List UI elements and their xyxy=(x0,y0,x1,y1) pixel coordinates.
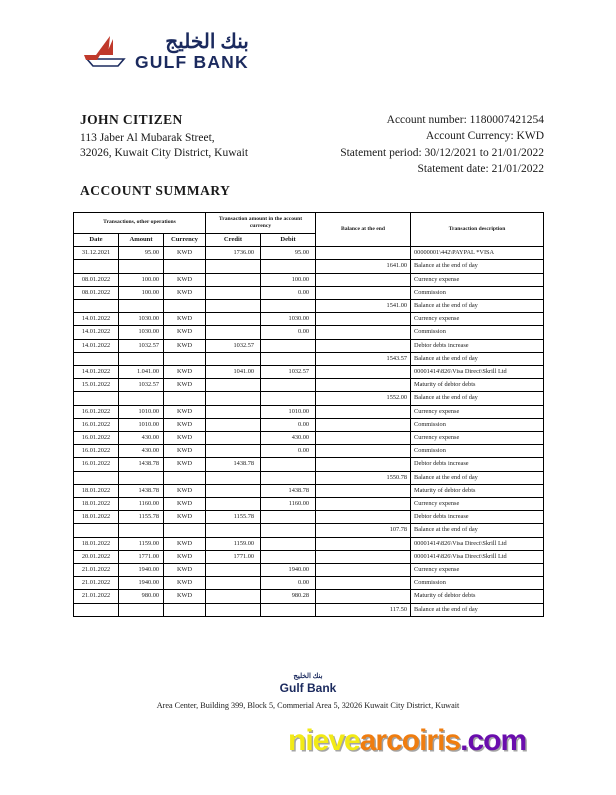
cell-description: Balance at the end of day xyxy=(411,471,544,484)
cell-date: 15.01.2022 xyxy=(74,379,119,392)
cell-balance xyxy=(316,313,411,326)
header-transactions: Transactions, other operations xyxy=(74,213,206,234)
cell-description: Currency expense xyxy=(411,273,544,286)
logo-arabic-text: بنك الخليج xyxy=(165,31,249,53)
table-row xyxy=(74,352,544,365)
cell-description: 00001414\826\Visa Direct\Skrill Ltd xyxy=(411,366,544,379)
cell-currency: KWD xyxy=(164,445,206,458)
cell-credit xyxy=(206,484,261,497)
cell-balance xyxy=(316,550,411,563)
header-balance-at-end: Balance at the end xyxy=(316,213,411,247)
cell-currency: KWD xyxy=(164,286,206,299)
cell-balance: 117.50 xyxy=(316,603,411,616)
cell-currency: KWD xyxy=(164,484,206,497)
cell-description: Balance at the end of day xyxy=(411,603,544,616)
cell-amount: 1010.00 xyxy=(119,418,164,431)
cell-description: Maturity of debtor debts xyxy=(411,379,544,392)
cell-description: Currency expense xyxy=(411,313,544,326)
cell-debit xyxy=(261,300,316,313)
cell-currency: KWD xyxy=(164,511,206,524)
cell-date: 31.12.2021 xyxy=(74,247,119,260)
cell-balance xyxy=(316,339,411,352)
cell-balance: 1541.00 xyxy=(316,300,411,313)
cell-credit xyxy=(206,564,261,577)
cell-balance: 1550.78 xyxy=(316,471,411,484)
cell-date: 14.01.2022 xyxy=(74,313,119,326)
cell-amount: 1159.00 xyxy=(119,537,164,550)
cell-balance xyxy=(316,379,411,392)
cell-currency: KWD xyxy=(164,537,206,550)
cell-credit xyxy=(206,273,261,286)
table-row xyxy=(74,432,544,445)
cell-balance xyxy=(316,432,411,445)
cell-amount: 1030.00 xyxy=(119,326,164,339)
cell-currency: KWD xyxy=(164,379,206,392)
cell-date: 21.01.2022 xyxy=(74,564,119,577)
cell-debit xyxy=(261,537,316,550)
cell-debit: 0.00 xyxy=(261,286,316,299)
header-currency: Currency xyxy=(164,233,206,246)
cell-debit xyxy=(261,471,316,484)
watermark xyxy=(288,724,526,758)
cell-date: 18.01.2022 xyxy=(74,537,119,550)
cell-date: 14.01.2022 xyxy=(74,339,119,352)
watermark-part3: .com xyxy=(460,724,527,757)
cell-credit xyxy=(206,326,261,339)
cell-description: Balance at the end of day xyxy=(411,392,544,405)
cell-credit: 1032.57 xyxy=(206,339,261,352)
table-row xyxy=(74,498,544,511)
footer-address: Area Center, Building 399, Block 5, Commerial Area 5, 32026 Kuwait City District, Kuwait xyxy=(156,701,460,710)
cell-balance xyxy=(316,564,411,577)
cell-amount: 95.00 xyxy=(119,247,164,260)
cell-credit xyxy=(206,577,261,590)
table-header xyxy=(74,213,544,247)
account-number: Account number: 1180007421254 xyxy=(386,114,544,126)
cell-amount xyxy=(119,392,164,405)
table-row xyxy=(74,550,544,563)
cell-currency: KWD xyxy=(164,339,206,352)
table-row xyxy=(74,511,544,524)
cell-balance xyxy=(316,273,411,286)
cell-date: 16.01.2022 xyxy=(74,445,119,458)
cell-currency: KWD xyxy=(164,432,206,445)
cell-debit: 1010.00 xyxy=(261,405,316,418)
cell-credit xyxy=(206,286,261,299)
table-row xyxy=(74,445,544,458)
account-holder-address-line1: 113 Jaber Al Mubarak Street, xyxy=(80,132,215,144)
cell-amount: 100.00 xyxy=(119,286,164,299)
cell-amount: 1032.57 xyxy=(119,379,164,392)
cell-description: Maturity of debtor debts xyxy=(411,484,544,497)
table-row xyxy=(74,273,544,286)
cell-amount: 980.00 xyxy=(119,590,164,603)
cell-credit xyxy=(206,405,261,418)
cell-amount: 1010.00 xyxy=(119,405,164,418)
cell-amount: 1438.78 xyxy=(119,458,164,471)
table-row xyxy=(74,458,544,471)
page-footer xyxy=(0,672,616,710)
cell-currency xyxy=(164,300,206,313)
cell-debit: 0.00 xyxy=(261,445,316,458)
cell-credit: 1438.78 xyxy=(206,458,261,471)
cell-credit xyxy=(206,603,261,616)
cell-debit xyxy=(261,352,316,365)
cell-date: 18.01.2022 xyxy=(74,511,119,524)
table-row xyxy=(74,590,544,603)
cell-debit xyxy=(261,458,316,471)
cell-balance xyxy=(316,511,411,524)
cell-debit: 100.00 xyxy=(261,273,316,286)
cell-currency: KWD xyxy=(164,247,206,260)
cell-currency: KWD xyxy=(164,418,206,431)
cell-date xyxy=(74,471,119,484)
cell-amount: 1438.78 xyxy=(119,484,164,497)
cell-debit: 1438.78 xyxy=(261,484,316,497)
cell-amount: 1.041.00 xyxy=(119,366,164,379)
cell-balance xyxy=(316,484,411,497)
cell-balance xyxy=(316,326,411,339)
table-row xyxy=(74,300,544,313)
cell-balance xyxy=(316,590,411,603)
cell-currency: KWD xyxy=(164,326,206,339)
cell-description: Commission xyxy=(411,286,544,299)
cell-description: Currency expense xyxy=(411,432,544,445)
cell-amount: 1771.00 xyxy=(119,550,164,563)
cell-debit: 95.00 xyxy=(261,247,316,260)
watermark-part2: arcoiris xyxy=(359,724,461,757)
cell-credit xyxy=(206,590,261,603)
cell-amount: 430.00 xyxy=(119,432,164,445)
cell-date: 16.01.2022 xyxy=(74,405,119,418)
cell-debit xyxy=(261,511,316,524)
cell-date: 08.01.2022 xyxy=(74,286,119,299)
sail-boat-icon xyxy=(80,33,128,71)
cell-description: Currency expense xyxy=(411,564,544,577)
cell-balance xyxy=(316,418,411,431)
page-title: ACCOUNT SUMMARY xyxy=(80,183,231,198)
cell-balance xyxy=(316,458,411,471)
cell-debit xyxy=(261,339,316,352)
table-row xyxy=(74,366,544,379)
cell-currency: KWD xyxy=(164,590,206,603)
table-row xyxy=(74,247,544,260)
cell-credit: 1159.00 xyxy=(206,537,261,550)
cell-description: Maturity of debtor debts xyxy=(411,590,544,603)
cell-currency: KWD xyxy=(164,366,206,379)
cell-description: Debtor debts increase xyxy=(411,458,544,471)
cell-debit: 1030.00 xyxy=(261,313,316,326)
cell-debit xyxy=(261,603,316,616)
cell-debit xyxy=(261,379,316,392)
header-amount: Amount xyxy=(119,233,164,246)
table-row xyxy=(74,260,544,273)
statement-table xyxy=(73,212,544,617)
cell-debit xyxy=(261,524,316,537)
cell-date: 14.01.2022 xyxy=(74,326,119,339)
account-currency: Account Currency: KWD xyxy=(425,130,544,143)
cell-currency xyxy=(164,352,206,365)
cell-credit xyxy=(206,379,261,392)
cell-debit xyxy=(261,260,316,273)
table-row xyxy=(74,379,544,392)
table-row xyxy=(74,313,544,326)
cell-currency: KWD xyxy=(164,550,206,563)
cell-credit xyxy=(206,392,261,405)
cell-description: Balance at the end of day xyxy=(411,260,544,273)
cell-date: 14.01.2022 xyxy=(74,366,119,379)
cell-debit: 1160.00 xyxy=(261,498,316,511)
table-row xyxy=(74,471,544,484)
cell-date xyxy=(74,300,119,313)
cell-date xyxy=(74,524,119,537)
cell-amount: 1030.00 xyxy=(119,313,164,326)
cell-date xyxy=(74,352,119,365)
cell-credit: 1736.00 xyxy=(206,247,261,260)
cell-amount xyxy=(119,300,164,313)
cell-balance xyxy=(316,445,411,458)
account-holder-block xyxy=(80,112,380,161)
table-row xyxy=(74,405,544,418)
cell-amount: 430.00 xyxy=(119,445,164,458)
cell-currency: KWD xyxy=(164,405,206,418)
cell-currency xyxy=(164,392,206,405)
cell-credit xyxy=(206,445,261,458)
cell-debit: 980.28 xyxy=(261,590,316,603)
cell-description: Currency expense xyxy=(411,498,544,511)
cell-credit xyxy=(206,313,261,326)
cell-amount: 1155.78 xyxy=(119,511,164,524)
cell-debit: 0.00 xyxy=(261,577,316,590)
cell-date: 16.01.2022 xyxy=(74,432,119,445)
table-row xyxy=(74,484,544,497)
cell-amount: 1032.57 xyxy=(119,339,164,352)
table-row xyxy=(74,286,544,299)
cell-date: 18.01.2022 xyxy=(74,484,119,497)
cell-date xyxy=(74,603,119,616)
cell-description: Currency expense xyxy=(411,405,544,418)
footer-bank-name: Gulf Bank xyxy=(279,681,337,695)
cell-balance xyxy=(316,286,411,299)
table-row xyxy=(74,537,544,550)
cell-date: 16.01.2022 xyxy=(74,418,119,431)
cell-currency: KWD xyxy=(164,564,206,577)
footer-arabic-name: بنك الخليج xyxy=(293,672,323,680)
cell-debit: 0.00 xyxy=(261,326,316,339)
cell-description: 00000001\442\PAYPAL *VISA xyxy=(411,247,544,260)
watermark-part1: nieve xyxy=(288,724,360,757)
cell-date: 16.01.2022 xyxy=(74,458,119,471)
cell-description: Balance at the end of day xyxy=(411,352,544,365)
table-row xyxy=(74,339,544,352)
statement-period: Statement period: 30/12/2021 to 21/01/2022 xyxy=(340,146,544,159)
cell-currency: KWD xyxy=(164,577,206,590)
statement-date: Statement date: 21/01/2022 xyxy=(417,162,544,175)
cell-description: Debtor debts increase xyxy=(411,339,544,352)
cell-amount xyxy=(119,352,164,365)
cell-credit: 1155.78 xyxy=(206,511,261,524)
cell-date: 18.01.2022 xyxy=(74,498,119,511)
bank-logo xyxy=(80,32,249,72)
cell-currency xyxy=(164,524,206,537)
cell-date xyxy=(74,260,119,273)
cell-description: Commission xyxy=(411,445,544,458)
cell-debit xyxy=(261,550,316,563)
cell-description: Commission xyxy=(411,418,544,431)
table-row xyxy=(74,564,544,577)
cell-currency: KWD xyxy=(164,273,206,286)
cell-credit: 1771.00 xyxy=(206,550,261,563)
cell-date: 21.01.2022 xyxy=(74,577,119,590)
cell-debit: 0.00 xyxy=(261,418,316,431)
cell-credit xyxy=(206,471,261,484)
cell-currency xyxy=(164,603,206,616)
cell-balance xyxy=(316,498,411,511)
cell-debit: 430.00 xyxy=(261,432,316,445)
cell-amount xyxy=(119,260,164,273)
cell-credit xyxy=(206,300,261,313)
cell-debit: 1032.57 xyxy=(261,366,316,379)
cell-date: 21.01.2022 xyxy=(74,590,119,603)
table-row xyxy=(74,326,544,339)
table-row xyxy=(74,418,544,431)
table-row xyxy=(74,577,544,590)
cell-balance: 1641.00 xyxy=(316,260,411,273)
table-row xyxy=(74,603,544,616)
header-transaction-description: Transaction description xyxy=(411,213,544,247)
cell-amount xyxy=(119,603,164,616)
header-date: Date xyxy=(74,233,119,246)
cell-balance: 107.78 xyxy=(316,524,411,537)
header-credit: Credit xyxy=(206,233,261,246)
account-holder-name: JOHN CITIZEN xyxy=(80,112,183,127)
cell-currency xyxy=(164,471,206,484)
cell-credit xyxy=(206,498,261,511)
cell-debit xyxy=(261,392,316,405)
table-row xyxy=(74,524,544,537)
cell-balance xyxy=(316,577,411,590)
table-row xyxy=(74,392,544,405)
cell-credit xyxy=(206,418,261,431)
cell-date: 08.01.2022 xyxy=(74,273,119,286)
cell-balance: 1552.00 xyxy=(316,392,411,405)
cell-balance xyxy=(316,247,411,260)
logo-latin-text: GULF BANK xyxy=(135,52,249,72)
cell-credit xyxy=(206,524,261,537)
header-transaction-amount: Transaction amount in the account currency xyxy=(206,213,316,234)
cell-currency: KWD xyxy=(164,313,206,326)
header-debit: Debit xyxy=(261,233,316,246)
cell-balance xyxy=(316,405,411,418)
cell-debit: 1940.00 xyxy=(261,564,316,577)
cell-credit: 1041.00 xyxy=(206,366,261,379)
cell-currency: KWD xyxy=(164,498,206,511)
account-meta-block xyxy=(340,112,544,177)
table-body xyxy=(74,247,544,617)
account-holder-address-line2: 32026, Kuwait City District, Kuwait xyxy=(80,147,249,160)
cell-amount xyxy=(119,524,164,537)
cell-amount xyxy=(119,471,164,484)
cell-description: Commission xyxy=(411,577,544,590)
cell-amount: 1940.00 xyxy=(119,577,164,590)
cell-description: Debtor debts increase xyxy=(411,511,544,524)
cell-description: Balance at the end of day xyxy=(411,300,544,313)
cell-amount: 1160.00 xyxy=(119,498,164,511)
cell-balance xyxy=(316,537,411,550)
cell-credit xyxy=(206,352,261,365)
cell-currency xyxy=(164,260,206,273)
cell-credit xyxy=(206,260,261,273)
cell-description: Balance at the end of day xyxy=(411,524,544,537)
cell-description: 00001414\826\Visa Direct\Skrill Ltd xyxy=(411,537,544,550)
cell-amount: 100.00 xyxy=(119,273,164,286)
cell-description: Commission xyxy=(411,326,544,339)
cell-amount: 1940.00 xyxy=(119,564,164,577)
cell-currency: KWD xyxy=(164,458,206,471)
cell-date xyxy=(74,392,119,405)
cell-description: 00001414\826\Visa Direct\Skrill Ltd xyxy=(411,550,544,563)
cell-credit xyxy=(206,432,261,445)
cell-balance xyxy=(316,366,411,379)
cell-date: 20.01.2022 xyxy=(74,550,119,563)
cell-balance: 1543.57 xyxy=(316,352,411,365)
